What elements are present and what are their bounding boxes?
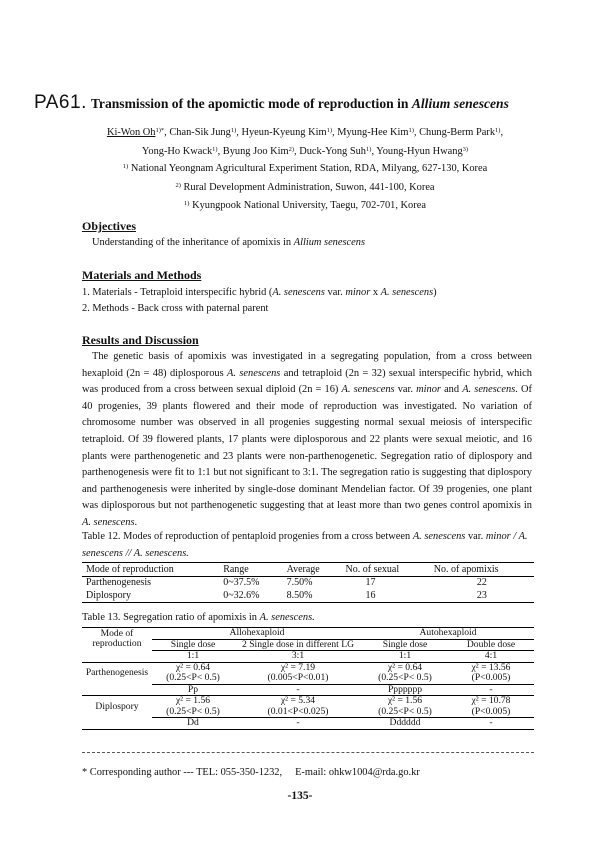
genotype-cell: Dd (152, 718, 234, 730)
table-cell: Parthenogenesis (86, 577, 151, 589)
table-13 (82, 627, 534, 730)
table-row (82, 589, 534, 602)
genotype-cell: - (448, 718, 534, 730)
chi-cell: χ² = 0.64 (387, 661, 423, 673)
author: Yong-Ho Kwack (141, 145, 213, 157)
first-author: Ki-Won Oh (106, 127, 156, 138)
genotype-cell: Ppppppp (362, 684, 448, 696)
chi-cell: χ² = 5.34 (280, 695, 316, 706)
table-cell: 17 (365, 577, 376, 589)
genotype-cell: - (448, 684, 534, 696)
methods-item-1: 1. Materials - Tetraploid interspecific hybrid (A. senescens var. minor x A. senescens) (82, 287, 437, 298)
column-header: Mode of reproduction (82, 563, 219, 577)
affiliation: $^{1)}$ Kyungpook National University, Taegu, 702-701, Korea (184, 200, 426, 212)
results-heading: Results and Discussion (82, 333, 199, 347)
ratio-cell: 1:1 (362, 651, 448, 663)
ratio-cell: 4:1 (448, 651, 534, 663)
table-cell: 0~32.6% (219, 589, 282, 602)
objectives-heading: Objectives (82, 219, 136, 233)
p-cell: (P<0.005) (448, 707, 534, 718)
column-header: No. of apomixis (430, 563, 534, 577)
p-cell: (0.25<P< 0.5) (152, 673, 234, 684)
paper-title: Transmission of the apomictic mode of reproduction in Allium senescens (90, 96, 509, 111)
p-cell: (0.25<P< 0.5) (152, 707, 234, 718)
author: Byung Joo Kim (222, 145, 289, 157)
autohexaploid-header: Autohexaploid (362, 628, 534, 640)
parthenogenesis-label: Parthenogenesis (85, 667, 149, 678)
chi-cell: χ² = 10.78 (471, 695, 511, 706)
author: Chung-Berm Park (419, 127, 496, 138)
table13-caption: Table 13. Segregation ratio of apomixis in A. senescens. (82, 612, 315, 623)
chi-cell: χ² = 0.64 (175, 661, 211, 673)
author-list: Ki-Won $Oh^{1)*}$, Chan-Sik Jung$^{1)}$, Hyeun-Kyeung Kim$^{1)}$, Myung-Hee Kim$^{1)}$, Chung-Berm Park$^{1)}$, Yong-Ho Kwack$^{1)}$, Byung Joo Kim$^{2)}$, Duck-Yong Suh$^{1)}$, Young-Hyun Hwang$^{3)}$ (106, 127, 504, 157)
title-row (34, 92, 574, 114)
table-cell: Diplospory (82, 589, 219, 602)
p-cell: (0.25<P< 0.5) (362, 673, 448, 684)
ratio-cell: 3:1 (234, 651, 362, 663)
p-cell: (0.01<P<0.025) (234, 707, 362, 718)
footer-divider (82, 752, 534, 753)
subheader: Single dose (152, 639, 234, 651)
chi-cell: χ² = 1.56 (387, 695, 423, 706)
table-cell: 16 (342, 589, 430, 602)
subheader: Single dose (362, 639, 448, 651)
table-cell: 22 (476, 577, 487, 589)
genotype-cell: Dddddd (362, 718, 448, 730)
author: Myung-Hee Kim (337, 127, 409, 138)
affiliation: $^{1)}$ National Yeongnam Agricultural Experiment Station, RDA, Milyang, 627-130, Korea (122, 163, 488, 174)
affiliations (60, 160, 550, 216)
author: Chan-Sik Jung (169, 127, 231, 138)
table-row (82, 576, 534, 589)
table-12 (82, 562, 534, 603)
table-header-row (82, 563, 534, 577)
table-cell: 8.50% (283, 589, 342, 602)
table-cell: 0~37.5% (223, 577, 260, 589)
abstract-code: PA61. (34, 92, 87, 113)
author: Hyeun-Kyeung Kim (241, 127, 327, 138)
genotype-cell: Pp (152, 684, 234, 696)
subheader: Double dose (448, 639, 534, 651)
p-cell: (0.005<P<0.01) (234, 673, 362, 684)
genotype-cell: - (234, 718, 362, 730)
author: Duck-Yong Suh (299, 145, 367, 157)
page-number: -135- (287, 790, 313, 802)
p-cell: (P<0.005) (448, 673, 534, 684)
methods-heading: Materials and Methods (82, 268, 202, 282)
diplospory-label: Diplospory (95, 700, 139, 712)
ratio-cell: 1:1 (152, 651, 234, 663)
p-cell: (0.25<P< 0.5) (362, 707, 448, 718)
objectives-text: Understanding of the inheritance of apomixis in Allium senescens (92, 237, 365, 248)
allohexaploid-header: Allohexaploid (152, 628, 362, 640)
chi-cell: χ² = 7.19 (280, 661, 316, 673)
author: Young-Hyun Hwang (376, 145, 463, 157)
column-header: No. of sexual (342, 563, 430, 577)
corresponding-author-note: * Corresponding author --- TEL: 055-350-1232, E-mail: ohkw1004@rda.go.kr (82, 767, 420, 778)
table12-caption: Table 12. Modes of reproduction of pentaploid progenies from a cross between A. senescens var. minor / A. senescens // A. senescens. (82, 531, 528, 559)
column-header: Range (219, 563, 282, 577)
results-paragraph: The genetic basis of apomixis was investigated in a segregating population, from a cross between hexaploid (2n = 48) diplosporous A. senescens and tetraploid (2n = 32) sexual interspecific hybrid, which was produced from a cross between sexual diploid (2n = 16) A. senescens var. minor and A. senescens. Of 40 progenies, 39 plants flowered and their mode of reproduction was investigated. No variation of chromosome number was observed in all progenies suggesting normal sexual meiosis of interspecific tetraploid. Of 39 flowered plants, 17 plants were diplosporous and 22 plants were sexual meiotic, and 16 plants were parthenogenetic and 23 plants were non-parthenogenetic. Segregation ratio of diplospory and parthenogenesis were fit to 1:1 but not significant to 3:1. The segregation ratio is suggesting that diplospory and parthenogenesis were inherited by single-dose dominant Mendelian factor. Of 39 progenies, one plant was diplosporous but not parthenogenetic suggesting that at least more than two genes control apomixis in A. senescens. (82, 351, 532, 528)
genotype-cell: - (234, 684, 362, 696)
table-cell: 7.50% (286, 577, 313, 589)
chi-cell: χ² = 13.56 (471, 661, 511, 673)
column-header: Average (283, 563, 342, 577)
subheader: 2 Single dose in different LG (234, 639, 362, 651)
table-cell: 23 (430, 589, 534, 602)
chi-cell: χ² = 1.56 (175, 695, 211, 706)
methods-item-2: 2. Methods - Back cross with paternal parent (82, 303, 269, 314)
affiliation: $^{2)}$ Rural Development Administration, Suwon, 441-100, Korea (175, 181, 435, 193)
mode-header: Mode of reproduction (82, 628, 152, 651)
